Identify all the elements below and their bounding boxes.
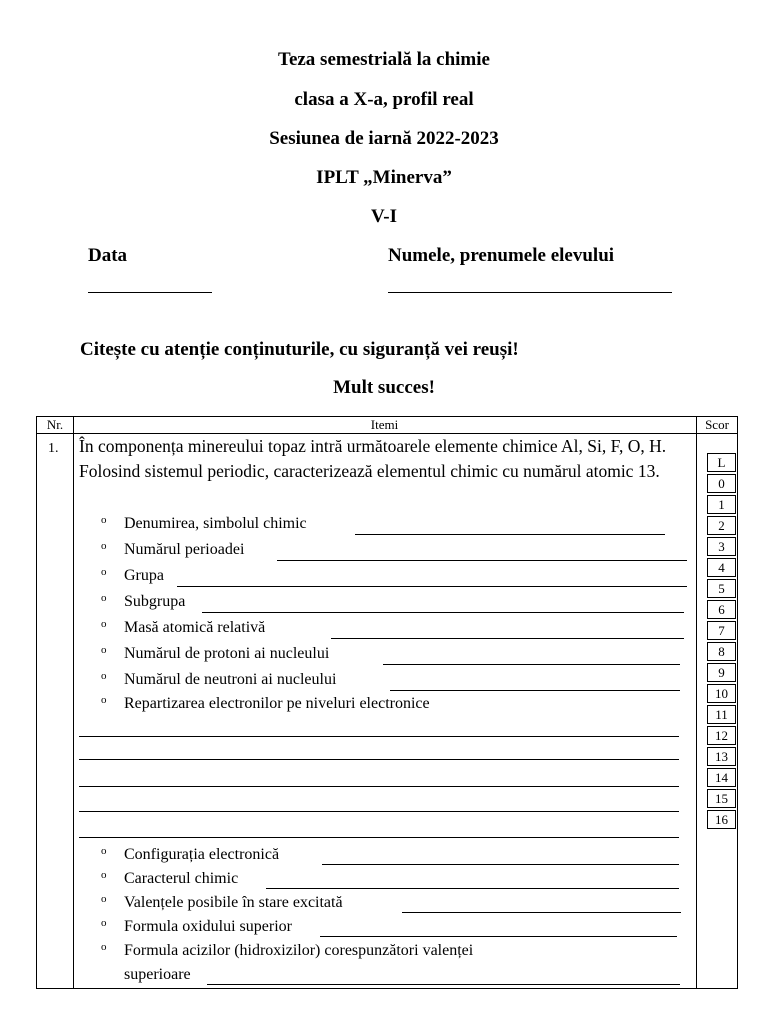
score-box: 14: [707, 768, 736, 787]
bullet-icon: o: [101, 694, 107, 706]
column-header-nr: Nr.: [46, 417, 64, 432]
list-item-label: Numărul de protoni ai nucleului: [124, 645, 330, 662]
score-box: 15: [707, 789, 736, 808]
answer-line[interactable]: [383, 664, 680, 665]
answer-line[interactable]: [79, 786, 679, 787]
good-luck-line: Mult succes!: [333, 377, 435, 398]
variant-line: V-I: [370, 206, 398, 227]
list-item-label: Grupa: [124, 567, 164, 584]
answer-line[interactable]: [177, 586, 687, 587]
answer-line[interactable]: [320, 936, 677, 937]
answer-line[interactable]: [202, 612, 684, 613]
score-box: 6: [707, 600, 736, 619]
bullet-icon: o: [101, 514, 107, 526]
motto-line: Citește cu atenție conținuturile, cu siguranță vei reuși!: [80, 339, 519, 360]
score-box: 4: [707, 558, 736, 577]
date-label: Data: [88, 245, 128, 266]
answer-line[interactable]: [402, 912, 681, 913]
answer-line[interactable]: [79, 759, 679, 760]
answer-line[interactable]: [79, 811, 679, 812]
date-field[interactable]: [88, 292, 212, 293]
list-item-label: Repartizarea electronilor pe niveluri electronice: [124, 695, 430, 712]
answer-line[interactable]: [79, 736, 679, 737]
bullet-icon: o: [101, 644, 107, 656]
bullet-icon: o: [101, 941, 107, 953]
session-line: Sesiunea de iarnă 2022-2023: [269, 128, 499, 149]
answer-line[interactable]: [266, 888, 679, 889]
score-box: 2: [707, 516, 736, 535]
score-box: 8: [707, 642, 736, 661]
list-item-label: Caracterul chimic: [124, 870, 239, 887]
class-line: clasa a X-a, profil real: [294, 89, 474, 110]
bullet-icon: o: [101, 893, 107, 905]
list-item-label: Numărul de neutroni ai nucleului: [124, 671, 337, 688]
score-box: L: [707, 453, 736, 472]
bullet-icon: o: [101, 592, 107, 604]
bullet-icon: o: [101, 845, 107, 857]
name-field[interactable]: [388, 292, 672, 293]
title: Teza semestrială la chimie: [278, 49, 490, 70]
score-box: 12: [707, 726, 736, 745]
score-box: 10: [707, 684, 736, 703]
answer-line[interactable]: [79, 837, 679, 838]
list-item-continuation: superioare: [124, 966, 191, 983]
score-box: 3: [707, 537, 736, 556]
items-table: [36, 416, 738, 989]
score-box: 5: [707, 579, 736, 598]
bullet-icon: o: [101, 670, 107, 682]
list-item-label: Masă atomică relativă: [124, 619, 266, 636]
list-item-label: Formula oxidului superior: [124, 918, 292, 935]
bullet-icon: o: [101, 618, 107, 630]
school-line: IPLT „Minerva”: [316, 167, 452, 188]
score-box: 9: [707, 663, 736, 682]
score-box: 11: [707, 705, 736, 724]
answer-line[interactable]: [207, 984, 680, 985]
item-intro: În componența minereului topaz intră următoarele elemente chimice Al, Si, F, O, H. Folosind sistemul periodic, caracterizează elementul chimic cu numărul atomic 13.: [79, 436, 667, 481]
score-box: 16: [707, 810, 736, 829]
list-item-label: Valențele posibile în stare excitată: [124, 894, 343, 911]
answer-line[interactable]: [331, 638, 684, 639]
list-item-label: Configurația electronică: [124, 846, 280, 863]
column-header-itemi: Itemi: [370, 417, 399, 432]
name-label: Numele, prenumele elevului: [388, 245, 615, 266]
list-item-label: Numărul perioadei: [124, 541, 245, 558]
bullet-icon: o: [101, 540, 107, 552]
bullet-icon: o: [101, 566, 107, 578]
answer-line[interactable]: [277, 560, 687, 561]
column-header-scor: Scor: [705, 417, 729, 432]
score-box: 0: [707, 474, 736, 493]
answer-line[interactable]: [355, 534, 665, 535]
list-item-label: Formula acizilor (hidroxizilor) corespunzători valenței: [124, 942, 474, 959]
list-item-label: Denumirea, simbolul chimic: [124, 515, 307, 532]
score-box: 7: [707, 621, 736, 640]
answer-line[interactable]: [390, 690, 680, 691]
item-number: 1.: [48, 441, 59, 456]
answer-line[interactable]: [322, 864, 679, 865]
bullet-icon: o: [101, 917, 107, 929]
list-item-label: Subgrupa: [124, 593, 186, 610]
score-box: 13: [707, 747, 736, 766]
bullet-icon: o: [101, 869, 107, 881]
score-box: 1: [707, 495, 736, 514]
